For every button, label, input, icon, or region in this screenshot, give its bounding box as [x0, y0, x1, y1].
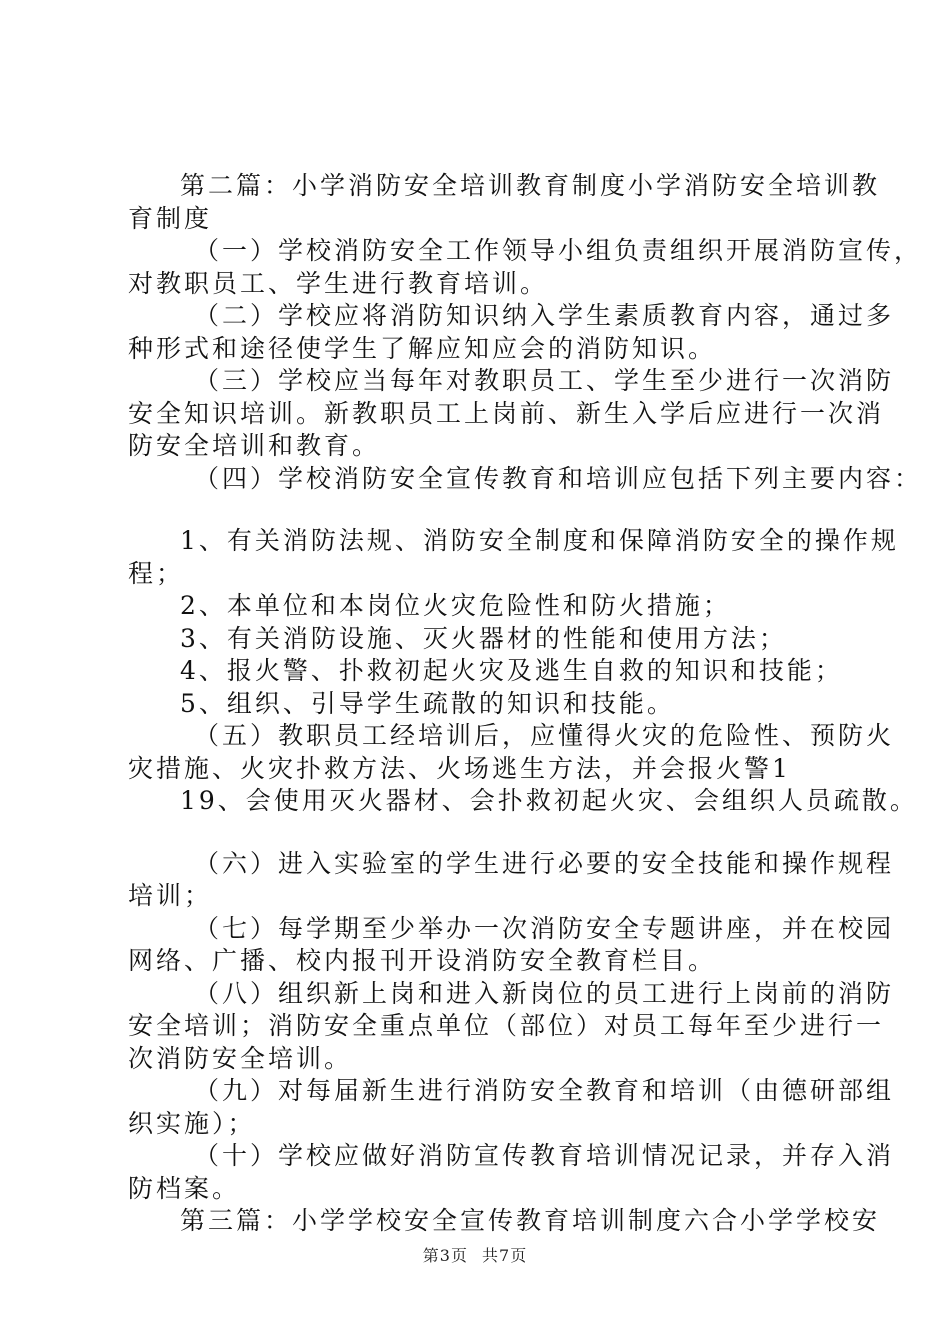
list-item-line: 程；: [128, 558, 185, 588]
blank-line: [128, 495, 848, 525]
blank-line: [128, 818, 848, 848]
paragraph-line: （五）教职员工经培训后，应懂得火灾的危险性、预防火: [194, 721, 895, 750]
page-total: 共7页: [482, 1246, 528, 1265]
paragraph-line: （七）每学期至少举办一次消防安全专题讲座，并在校园: [194, 913, 895, 943]
paragraph-line: 安全培训；消防安全重点单位（部位）对员工每年至少进行一: [128, 1011, 885, 1040]
section-heading-3: 第三篇：小学学校安全宣传教育培训制度六合小学学校安: [180, 1206, 881, 1235]
section-heading-2: 第二篇：小学消防安全培训教育制度小学消防安全培训教: [180, 171, 881, 200]
document-body: [128, 170, 923, 1238]
page-footer: [0, 1243, 950, 1266]
list-item-line: 2、本单位和本岗位火灾危险性和防火措施；: [180, 591, 731, 620]
paragraph-line: 育制度: [128, 203, 213, 233]
paragraph-line: 19、会使用灭火器材、会扑救初起火灾、会组织人员疏散。: [180, 786, 918, 815]
paragraph-line: （一）学校消防安全工作领导小组负责组织开展消防宣传，: [194, 236, 923, 265]
paragraph-line: 网络、广播、校内报刊开设消防安全教育栏目。: [128, 946, 717, 975]
paragraph-line: （十）学校应做好消防宣传教育培训情况记录，并存入消: [194, 1141, 895, 1170]
paragraph-line: （三）学校应当每年对教职员工、学生至少进行一次消防: [194, 366, 895, 395]
paragraph-line: （八）组织新上岗和进入新岗位的员工进行上岗前的消防: [194, 978, 895, 1008]
paragraph-line: 灾措施、火灾扑救方法、火场逃生方法，并会报火警1: [128, 753, 791, 783]
paragraph-line: 对教职员工、学生进行教育培训。: [128, 268, 549, 298]
list-item-line: 1、有关消防法规、消防安全制度和保障消防安全的操作规: [180, 526, 899, 555]
paragraph-line: 种形式和途径使学生了解应知应会的消防知识。: [128, 333, 717, 363]
paragraph-line: （四）学校消防安全宣传教育和培训应包括下列主要内容：: [194, 463, 923, 493]
paragraph-line: 织实施）；: [128, 1108, 256, 1138]
paragraph-line: 培训；: [128, 881, 213, 910]
list-item-line: 4、报火警、扑救初起火灾及逃生自救的知识和技能；: [180, 656, 843, 685]
paragraph-line: 安全知识培训。新教职员工上岗前、新生入学后应进行一次消: [128, 398, 885, 428]
paragraph-line: （六）进入实验室的学生进行必要的安全技能和操作规程: [194, 848, 895, 878]
paragraph-line: 防安全培训和教育。: [128, 431, 381, 460]
page-number: 第3页: [422, 1246, 468, 1265]
paragraph-line: （九）对每届新生进行消防安全教育和培训（由德研部组: [194, 1076, 895, 1105]
list-item-line: 5、组织、引导学生疏散的知识和技能。: [180, 688, 675, 718]
paragraph-line: （二）学校应将消防知识纳入学生素质教育内容，通过多: [194, 301, 895, 330]
paragraph-line: 防档案。: [128, 1173, 241, 1203]
paragraph-line: 次消防安全培训。: [128, 1043, 353, 1073]
list-item-line: 3、有关消防设施、灭火器材的性能和使用方法；: [180, 623, 787, 653]
